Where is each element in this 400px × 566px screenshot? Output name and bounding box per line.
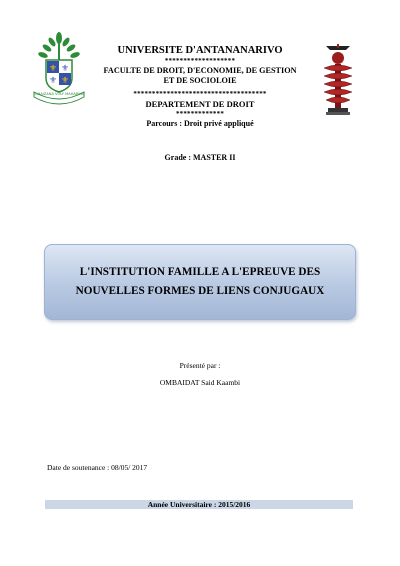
faculty-emblem-icon bbox=[318, 40, 358, 120]
svg-text:⚜: ⚜ bbox=[60, 64, 70, 74]
university-name: UNIVERSITE D'ANTANANARIVO bbox=[117, 45, 283, 56]
separator-stars: ******************* bbox=[164, 57, 236, 65]
separator-stars-small: ************* bbox=[175, 110, 225, 118]
faculty-line-2: ET DE SOCIOLOIE bbox=[163, 76, 237, 85]
svg-text:⚜: ⚜ bbox=[48, 64, 58, 74]
title-box bbox=[44, 244, 356, 320]
presented-by-label: Présenté par : bbox=[179, 361, 221, 370]
department-name: DEPARTEMENT DE DROIT bbox=[145, 99, 255, 109]
emblem-motto: FAHAIZANA VOLY MAHARINA bbox=[33, 92, 85, 96]
title-line-2: NOUVELLES FORMES DE LIENS CONJUGAUX bbox=[75, 285, 325, 297]
defense-date: Date de soutenance : 08/05/ 2017 bbox=[47, 463, 148, 472]
title-line-1: L'INSTITUTION FAMILLE A L'EPREUVE DES bbox=[79, 266, 321, 278]
academic-year: Année Universitaire : 2015/2016 bbox=[147, 500, 251, 509]
thesis-title bbox=[55, 263, 345, 301]
faculty-name bbox=[92, 66, 308, 86]
svg-text:⚜: ⚜ bbox=[48, 76, 58, 86]
svg-text:⚜: ⚜ bbox=[60, 76, 70, 86]
separator-stars-long: ************************************ bbox=[133, 90, 267, 98]
grade: Grade : MASTER II bbox=[164, 153, 236, 162]
faculty-line-1: FACULTE DE DROIT, D'ECONOMIE, DE GESTION bbox=[103, 66, 297, 75]
author-name: OMBAIDAT Said Kaambi bbox=[159, 378, 241, 387]
parcours: Parcours : Droit privé appliqué bbox=[146, 119, 254, 128]
